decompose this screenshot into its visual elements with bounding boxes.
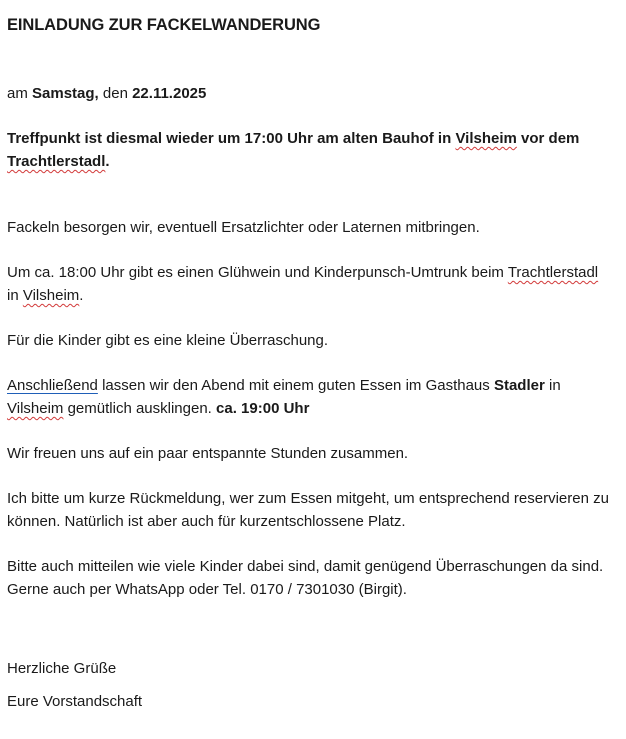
dinner-in: in bbox=[548, 377, 561, 394]
dinner-time: ca. 19:00 Uhr bbox=[216, 400, 310, 417]
signature: Eure Vorstandschaft bbox=[7, 693, 143, 710]
children-paragraph: Bitte auch mitteilen wie viele Kinder dabei sind, damit genügend Überraschungen da sind. Gerne auch per WhatsApp oder Tel. 0170 / 7301030 (Birgit). bbox=[7, 558, 604, 598]
dinner-place: Vilsheim bbox=[7, 400, 64, 417]
meeting-text-2: vor dem bbox=[521, 130, 580, 147]
gluehwein-end: . bbox=[79, 287, 84, 304]
surprise-paragraph: Für die Kinder gibt es eine kleine Überraschung. bbox=[7, 332, 329, 349]
document-title: EINLADUNG ZUR FACKELWANDERUNG bbox=[7, 16, 321, 34]
gluehwein-venue: Trachtlerstadl bbox=[507, 264, 599, 281]
gluehwein-paragraph bbox=[7, 261, 613, 307]
dinner-first-word: Anschließend bbox=[7, 377, 98, 394]
date-den: den bbox=[102, 85, 128, 102]
greeting: Herzliche Grüße bbox=[7, 660, 117, 677]
meeting-end: . bbox=[105, 153, 110, 170]
meeting-point bbox=[7, 127, 613, 173]
weekday: Samstag, bbox=[32, 85, 99, 102]
inn-name: Stadler bbox=[493, 377, 545, 394]
meeting-text-1: Treffpunkt ist diesmal wieder um 17:00 Uhr am alten Bauhof in bbox=[7, 130, 452, 147]
gluehwein-text: Um ca. 18:00 Uhr gibt es einen Glühwein und Kinderpunsch-Umtrunk beim bbox=[7, 264, 504, 281]
looking-forward-paragraph: Wir freuen uns auf ein paar entspannte Stunden zusammen. bbox=[7, 445, 409, 462]
date-line bbox=[7, 82, 613, 105]
meeting-venue: Trachtlerstadl bbox=[7, 153, 106, 170]
meeting-place: Vilsheim bbox=[455, 130, 517, 147]
dinner-paragraph bbox=[7, 374, 613, 420]
dinner-text-2: gemütlich ausklingen. bbox=[67, 400, 212, 417]
date-prefix: am bbox=[7, 85, 28, 102]
gluehwein-place: Vilsheim bbox=[22, 287, 80, 304]
gluehwein-in: in bbox=[7, 287, 19, 304]
event-date: 22.11.2025 bbox=[132, 85, 207, 102]
rsvp-paragraph: Ich bitte um kurze Rückmeldung, wer zum Essen mitgeht, um entsprechend reservieren zu können. Natürlich ist aber auch für kurzentschlossene Platz. bbox=[7, 490, 609, 530]
dinner-text-1: lassen wir den Abend mit einem guten Essen im Gasthaus bbox=[102, 377, 490, 394]
torches-paragraph: Fackeln besorgen wir, eventuell Ersatzlichter oder Laternen mitbringen. bbox=[7, 219, 480, 236]
